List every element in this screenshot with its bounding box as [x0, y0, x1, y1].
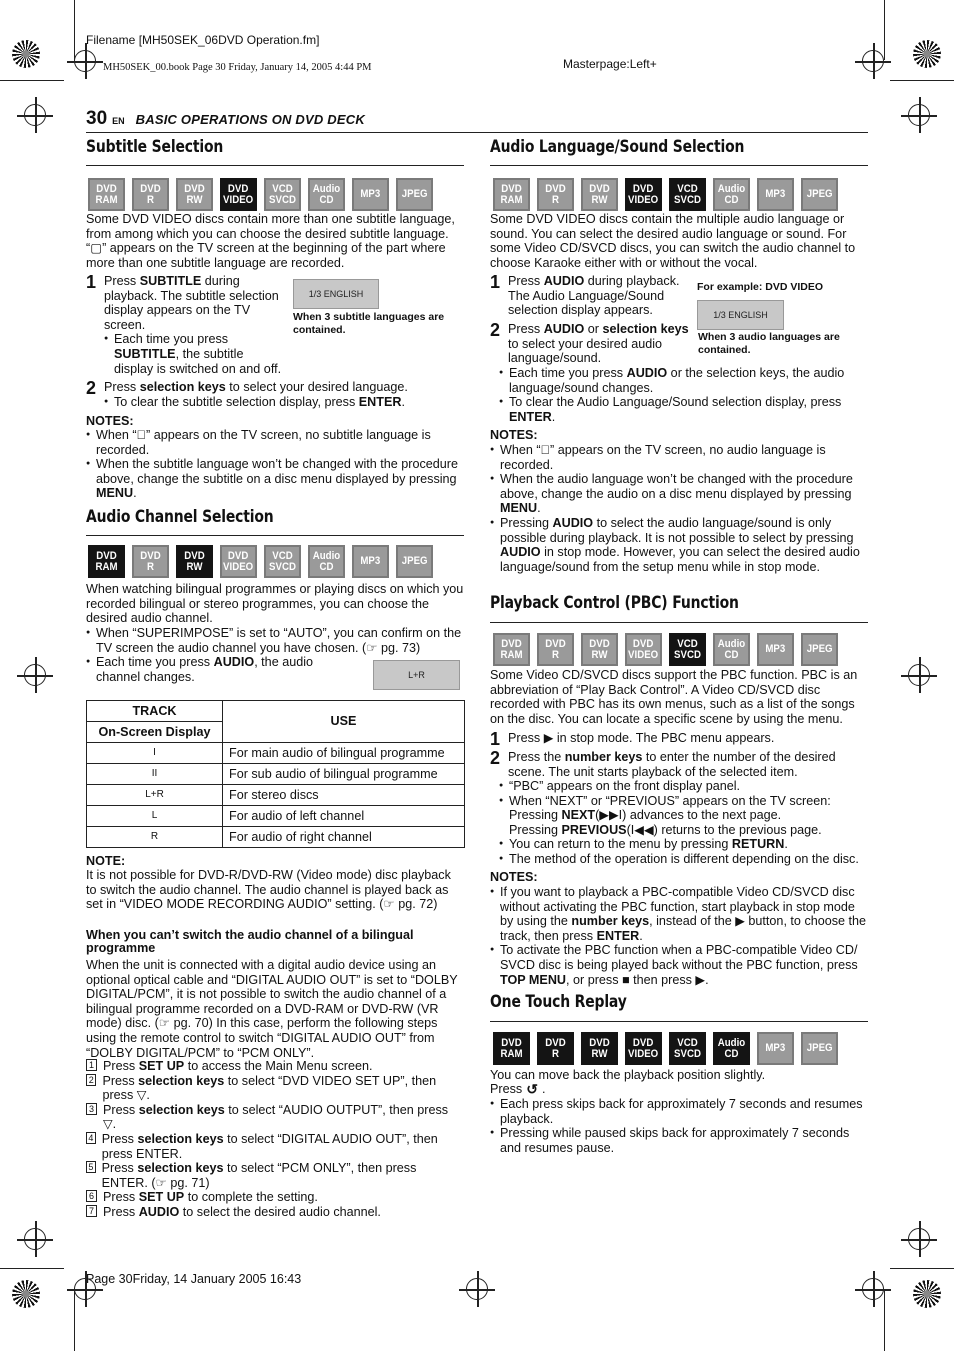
numbered-step: 6 Press SET UP to complete the setting. [86, 1190, 464, 1205]
audio-language-notes-title: NOTES: [490, 428, 538, 442]
bilingual-steps [86, 1059, 464, 1220]
crop-line [74, 1290, 75, 1351]
step-number: 1 [490, 272, 501, 292]
bullet: ● To clear the subtitle selection display, press ENTER. [104, 395, 408, 410]
badge-dvd-video: DVD VIDEO [625, 178, 662, 211]
subtitle-osd-image: 1/3 ENGLISH [293, 279, 379, 309]
table-header-use: USE [223, 701, 465, 743]
audio-language-notes [490, 443, 868, 574]
step-text: Press the number keys to enter the number of the desired scene. The unit starts playback of the selected item. [508, 750, 836, 779]
badge-dvd-ram: DVD RAM [88, 545, 125, 578]
subtitle-intro: Some DVD VIDEO discs contain more than one subtitle language, from among which you can choose the desired subtitle language. “▢” appears on the TV screen at the beginning of the part where more than one subtitle language are recorded. [86, 212, 455, 270]
display-icon: I [87, 743, 223, 764]
header-filename: Filename [MH50SEK_06DVD Operation.fm] [86, 33, 320, 47]
section-title-pbc: Playback Control (PBC) Function [490, 593, 739, 613]
disc-badges-replay [493, 1032, 838, 1065]
crop-line [74, 0, 75, 60]
audio-language-caption: When 3 audio languages are contained. [698, 331, 840, 356]
table-header-display: On-Screen Display [87, 722, 223, 743]
badge-dvd-rw: DVD RW [581, 633, 618, 666]
badge-dvd-video: DVD VIDEO [220, 545, 257, 578]
step-text: Press AUDIO or selection keys to select your desired audio language/sound. [508, 322, 689, 366]
badge-dvd-r: DVD R [132, 178, 169, 211]
badge-jpeg: JPEG [801, 1032, 838, 1065]
section-rule [490, 1021, 868, 1022]
audio-language-intro: Some DVD VIDEO discs contain the multiple audio language or sound. You can select the desired audio language or sound. For some Video CD/SVCD discs, you can switch the audio channel to choose Karaoke either with or without the vocal. [490, 212, 856, 270]
table-row [87, 743, 465, 764]
table-row [87, 764, 465, 785]
badge-vcd-svcd: VCD SVCD [669, 633, 706, 666]
step-number: 2 [490, 748, 501, 768]
display-icon: L+R [87, 785, 223, 806]
audio-language-step-2 [490, 322, 690, 366]
badge-dvd-ram: DVD RAM [493, 1032, 530, 1065]
badge-audio-cd: Audio CD [713, 633, 750, 666]
audio-language-step-1 [490, 274, 690, 318]
crop-line [884, 1290, 885, 1351]
crop-rose-mark [913, 1280, 941, 1308]
table-header-track: TRACK [87, 701, 223, 722]
badge-dvd-r: DVD R [537, 1032, 574, 1065]
badge-vcd-svcd: VCD SVCD [264, 545, 301, 578]
replay-arrow-icon: ↺ [526, 1081, 538, 1097]
registration-mark [24, 664, 46, 686]
step-number: 1 [86, 272, 97, 292]
badge-jpeg: JPEG [801, 633, 838, 666]
step-text: Press SUBTITLE during playback. The subtitle selection display appears on the TV screen. ● Each time you press SUBTITLE, the subtitle display is switched on and off. [104, 274, 284, 376]
disc-badges-audio-language [493, 178, 838, 211]
badge-jpeg: JPEG [396, 178, 433, 211]
badge-dvd-ram: DVD RAM [493, 178, 530, 211]
numbered-step: 4 Press selection keys to select “DIGITAL AUDIO OUT”, then press ENTER. [86, 1132, 464, 1161]
replay-intro-2: Press ↺ . [490, 1081, 546, 1097]
numbered-step: 1 Press SET UP to access the Main Menu screen. [86, 1059, 464, 1074]
audio-channel-table [86, 700, 465, 848]
running-head: BASIC OPERATIONS ON DVD DECK [135, 112, 365, 127]
pbc-bullets [499, 779, 868, 867]
section-title-audio-language: Audio Language/Sound Selection [490, 137, 745, 157]
numbered-step: 2 Press selection keys to select “DVD VIDEO SET UP”, then press ▽. [86, 1074, 464, 1103]
bullet: ● Each time you press AUDIO, the audio channel changes. [86, 655, 316, 684]
subtitle-step-2 [86, 380, 464, 409]
audio-language-example: For example: DVD VIDEO [697, 281, 824, 293]
registration-mark [862, 50, 884, 72]
audio-channel-note-title: NOTE: [86, 854, 126, 868]
step-text: Press ▶ in stop mode. The PBC menu appears. [508, 731, 775, 745]
section-rule [490, 165, 868, 166]
disc-badges-audio-channel [88, 545, 433, 578]
section-rule [490, 622, 868, 623]
display-icon: R [87, 827, 223, 848]
crop-rose-mark [12, 1280, 40, 1308]
section-title-audio-channel: Audio Channel Selection [86, 507, 274, 527]
badge-dvd-video: DVD VIDEO [220, 178, 257, 211]
bullet: ● When “SUPERIMPOSE” is set to “AUTO”, you can confirm on the TV screen the audio channel you have chosen. (☞ pg. 73) [86, 626, 464, 655]
section-title-replay: One Touch Replay [490, 992, 627, 1012]
audio-channel-osd-image: L+R [373, 660, 460, 690]
badge-mp3: MP3 [352, 178, 389, 211]
bullet: ● The method of the operation is different depending on the disc. [499, 852, 868, 867]
note-item: ● When the subtitle language won’t be changed with the procedure above, change the subtitle on a disc menu displayed by pressing MENU. [86, 457, 464, 501]
badge-dvd-rw: DVD RW [176, 178, 213, 211]
table-row [87, 785, 465, 806]
bilingual-intro: When the unit is connected with a digital audio device using an optional optical cable and “DIGITAL AUDIO OUT” is set to “DOLBY DIGITAL/PCM”, it is not possible to switch the audio channel of a bilingual programme recorded on a DVD-RAM or DVD-RW (VR mode) disc. (☞ pg. 70) In this case, perform the following steps using the remote control to switch “DIGITAL AUDIO OUT” from “DOLBY DIGITAL/PCM” to “PCM ONLY”. [86, 958, 458, 1060]
bullet: ● Each time you press SUBTITLE, the subtitle display is switched on and off. [104, 332, 284, 376]
section-title-subtitle: Subtitle Selection [86, 137, 224, 157]
badge-dvd-rw: DVD RW [581, 1032, 618, 1065]
badge-vcd-svcd: VCD SVCD [669, 178, 706, 211]
pbc-step-2 [490, 750, 868, 779]
badge-mp3: MP3 [757, 1032, 794, 1065]
page-number: 30 [86, 108, 108, 129]
use-cell: For main audio of bilingual programme [223, 743, 465, 764]
registration-mark [908, 1228, 930, 1250]
badge-audio-cd: Audio CD [308, 545, 345, 578]
bullet: ● You can return to the menu by pressing RETURN. [499, 837, 868, 852]
use-cell: For sub audio of bilingual programme [223, 764, 465, 785]
note-item: ● If you want to playback a PBC-compatible Video CD/SVCD disc without activating the PBC function, start playback in stop mode by using the number keys, instead of the ▶ button, to choose the track, then press ENTER. [490, 885, 868, 943]
badge-audio-cd: Audio CD [308, 178, 345, 211]
pbc-intro: Some Video CD/SVCD discs support the PBC function. PBC is an abbreviation of “Play Back Control”. A Video CD/SVCD disc recorded with PBC has its own menus, such as a list of the songs on the disc. You can locate a specific scene by using the menu. [490, 668, 858, 726]
table-row [87, 827, 465, 848]
step-number: 2 [86, 378, 97, 398]
disc-badges-subtitle [88, 178, 433, 211]
badge-dvd-r: DVD R [132, 545, 169, 578]
replay-bullets [490, 1097, 868, 1155]
header-book: MH50SEK_00.book Page 30 Friday, January 14, 2005 4:44 PM [103, 62, 372, 73]
registration-mark [862, 1278, 884, 1300]
badge-dvd-video: DVD VIDEO [625, 1032, 662, 1065]
note-item: ● When “⃠” appears on the TV screen, no audio language is recorded. [490, 443, 868, 472]
section-rule [86, 535, 464, 536]
replay-intro-1: You can move back the playback position slightly. [490, 1068, 766, 1082]
subtitle-notes-title: NOTES: [86, 414, 134, 428]
step-text: Press AUDIO during playback. The Audio Language/Sound selection display appears. [508, 274, 680, 318]
bullet: ● Each press skips back for approximately 7 seconds and resumes playback. [490, 1097, 868, 1126]
bullet: ● Pressing while paused skips back for approximately 7 seconds and resumes pause. [490, 1126, 868, 1155]
note-item: ● When the audio language won’t be changed with the procedure above, change the audio on a disc menu displayed by pressing MENU. [490, 472, 868, 516]
step-number: 1 [490, 729, 501, 749]
note-item: ● To activate the PBC function when a PBC-compatible Video CD/ SVCD disc is being played back without the PBC function, press TOP MENU, or press ■ then press ▶. [490, 943, 868, 987]
badge-mp3: MP3 [757, 178, 794, 211]
bullet: ● To clear the Audio Language/Sound selection display, press ENTER. [499, 395, 868, 424]
subtitle-notes [86, 428, 464, 501]
subtitle-step-1 [86, 274, 284, 376]
use-cell: For audio of right channel [223, 827, 465, 848]
top-rule [86, 132, 868, 133]
use-cell: For audio of left channel [223, 806, 465, 827]
badge-audio-cd: Audio CD [713, 178, 750, 211]
bullet: ● When “NEXT” or “PREVIOUS” appears on the TV screen: Pressing NEXT(▶▶I) advances to the next page. Pressing PREVIOUS(I◀◀) returns to the previous page. [499, 794, 868, 838]
badge-dvd-r: DVD R [537, 633, 574, 666]
footer-text: Page 30Friday, 14 January 2005 16:43 [86, 1272, 302, 1286]
pbc-notes-title: NOTES: [490, 870, 538, 884]
registration-mark [74, 50, 96, 72]
badge-dvd-ram: DVD RAM [88, 178, 125, 211]
crop-line [890, 1268, 954, 1269]
badge-dvd-video: DVD VIDEO [625, 633, 662, 666]
badge-dvd-rw: DVD RW [581, 178, 618, 211]
numbered-step: 7 Press AUDIO to select the desired audio channel. [86, 1205, 464, 1220]
badge-vcd-svcd: VCD SVCD [669, 1032, 706, 1065]
audio-language-bullets [499, 366, 868, 424]
table-row [87, 806, 465, 827]
registration-mark [466, 1278, 488, 1300]
badge-mp3: MP3 [352, 545, 389, 578]
numbered-step: 3 Press selection keys to select “AUDIO OUTPUT”, then press ▽. [86, 1103, 464, 1132]
page-heading [86, 108, 365, 129]
header-masterpage: Masterpage:Left+ [563, 57, 657, 71]
subtitle-osd-caption: When 3 subtitle languages are contained. [293, 311, 445, 336]
badge-vcd-svcd: VCD SVCD [264, 178, 301, 211]
badge-audio-cd: Audio CD [713, 1032, 750, 1065]
audio-channel-note: It is not possible for DVD-R/DVD-RW (Video mode) disc playback to switch the audio channel. The audio channel is played back as set in “VIDEO MODE RECORDING AUDIO” setting. (☞ pg. 72) [86, 868, 451, 912]
page-lang: EN [112, 116, 125, 126]
display-icon: II [87, 764, 223, 785]
step-text: Press selection keys to select your desired language. ● To clear the subtitle selection display, press ENTER. [104, 380, 408, 409]
disc-badges-pbc [493, 633, 838, 666]
numbered-step: 5 Press selection keys to select “PCM ONLY”, then press ENTER. (☞ pg. 71) [86, 1161, 464, 1190]
pbc-notes [490, 885, 868, 987]
pbc-step-1 [490, 731, 868, 747]
bullet: ● “PBC” appears on the front display panel. [499, 779, 868, 794]
crop-line [884, 0, 885, 60]
step-number: 2 [490, 320, 501, 340]
audio-language-osd-image: 1/3 ENGLISH [697, 300, 784, 330]
registration-mark [908, 104, 930, 126]
crop-line [0, 1268, 64, 1269]
crop-rose-mark [12, 40, 40, 68]
registration-mark [24, 104, 46, 126]
badge-jpeg: JPEG [801, 178, 838, 211]
crop-line [890, 80, 954, 81]
audio-channel-intro: When watching bilingual programmes or playing discs on which you recorded bilingual or stereo programmes, you can choose the desired audio channel. [86, 582, 464, 626]
display-icon: L [87, 806, 223, 827]
use-cell: For stereo discs [223, 785, 465, 806]
badge-mp3: MP3 [757, 633, 794, 666]
badge-dvd-r: DVD R [537, 178, 574, 211]
crop-rose-mark [913, 40, 941, 68]
registration-mark [908, 664, 930, 686]
bullet: ● Each time you press AUDIO or the selection keys, the audio language/sound changes. [499, 366, 868, 395]
crop-line [0, 80, 64, 81]
badge-dvd-rw: DVD RW [176, 545, 213, 578]
bilingual-subheading: When you can’t switch the audio channel of a bilingual programme [86, 928, 414, 955]
section-rule [86, 165, 464, 166]
note-item: ● Pressing AUDIO to select the audio language/sound is only possible during playback. It is not possible to select by pressing AUDIO in stop mode. However, you can select the desired audio language/sound from the setup menu while in stop mode. [490, 516, 868, 574]
note-item: ● When “⃠” appears on the TV screen, no subtitle language is recorded. [86, 428, 464, 457]
registration-mark [24, 1228, 46, 1250]
badge-jpeg: JPEG [396, 545, 433, 578]
badge-dvd-ram: DVD RAM [493, 633, 530, 666]
